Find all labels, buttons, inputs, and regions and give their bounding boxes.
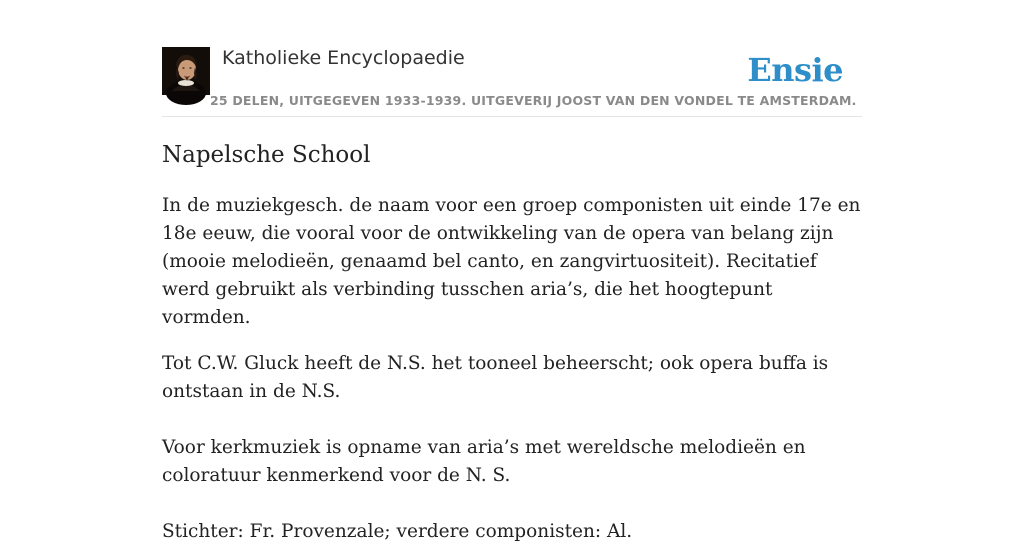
source-title[interactable]: Katholieke Encyclopaedie — [222, 47, 465, 69]
article-body — [162, 192, 862, 546]
article-paragraph: In de muziekgesch. de naam voor een groep componisten uit einde 17e en 18e eeuw, die vooral voor de ontwikkeling van de opera van belang zijn (mooie melodieën, genaamd bel canto, en zangvirtuositeit). Recitatief werd gebruikt als verbinding tusschen aria’s, die het hoogtepunt vormden. — [162, 195, 861, 328]
source-subtitle: 25 DELEN, UITGEGEVEN 1933-1939. UITGEVERIJ JOOST VAN DEN VONDEL TE AMSTERDAM. — [210, 93, 857, 108]
article-paragraph: Voor kerkmuziek is opname van aria’s met wereldsche melodieën en coloratuur kenmerkend voor de N. S. — [162, 437, 806, 486]
article-title: Napelsche School — [162, 142, 371, 168]
brand-logo-link[interactable]: Ensie — [747, 51, 843, 89]
source-header — [162, 0, 862, 117]
source-avatar[interactable] — [162, 47, 210, 95]
article-paragraph: Stichter: Fr. Provenzale; verdere componisten: Al. — [162, 521, 633, 542]
portrait-icon — [162, 47, 210, 95]
page — [162, 0, 862, 542]
article-paragraph: Tot C.W. Gluck heeft de N.S. het tooneel beheerscht; ook opera buffa is ontstaan in de N.S. — [162, 353, 829, 402]
